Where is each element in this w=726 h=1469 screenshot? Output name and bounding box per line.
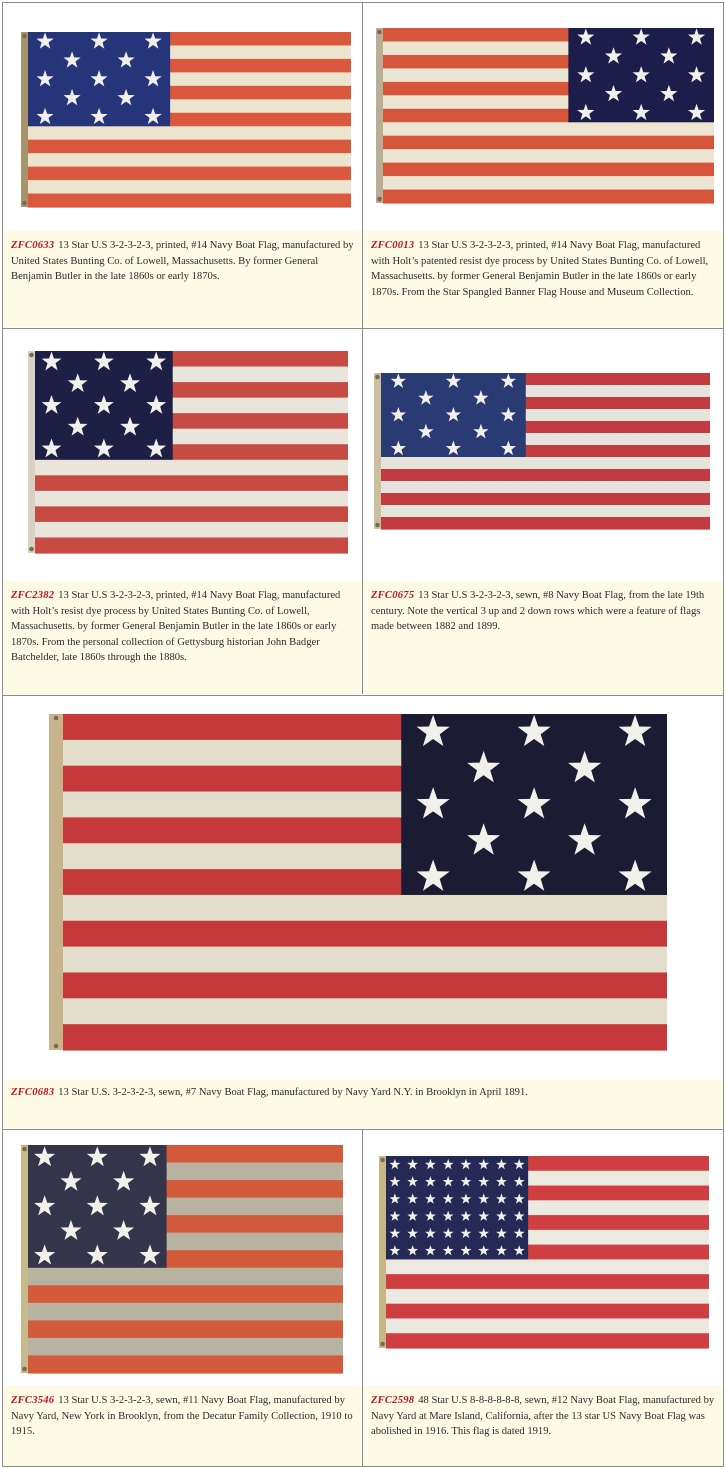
grommet [54, 716, 59, 721]
flag-image-cell [3, 3, 361, 231]
flag-canton [386, 1156, 528, 1259]
flag-stripe [63, 998, 667, 1024]
caption-text: 13 Star U.S 3-2-3-2-3, printed, #14 Navy Boat Flag, manufactured with Holt’s resist dye process by United States Bunting Co. of Lowell, Massachusetts. by former General Benjamin Butler in the late 1860s or early 1870s. From the personal collection of Gettysburg historian John Badger Batchelder, late 1860s through the 1880s. [11, 590, 341, 664]
caption-zfc2598 [363, 1386, 723, 1466]
flag-stripe [381, 493, 710, 506]
flag-stripe [381, 457, 710, 470]
grid-border-top [2, 2, 724, 3]
flag-image-cell [3, 696, 723, 1078]
flag-stripe [63, 1024, 667, 1050]
flag-hoist [21, 1145, 28, 1373]
flag-stripe [383, 122, 714, 136]
grommet [22, 34, 27, 39]
flag-stripe [383, 176, 714, 190]
catalog-code: ZFC0013 [371, 240, 415, 251]
caption-zfc0013 [363, 231, 723, 327]
grommet [380, 1158, 385, 1163]
flag-stripe [383, 149, 714, 163]
grid-border-right [723, 2, 724, 1467]
grid-divider-vertical [362, 2, 363, 694]
caption-zfc0675 [363, 581, 723, 694]
flag-stripe [381, 517, 710, 530]
grommet [375, 375, 380, 380]
grid-divider-horizontal [2, 328, 724, 329]
flag-stripe [63, 972, 667, 998]
flag-stripe [28, 140, 351, 154]
grommet [22, 1147, 27, 1152]
caption-zfc2382 [3, 581, 361, 694]
grommet [377, 30, 382, 35]
flag-stripe [386, 1259, 709, 1274]
flag-stripe [35, 506, 348, 522]
flag-stripe [383, 136, 714, 150]
grommet [22, 1367, 27, 1372]
catalog-code: ZFC0683 [11, 1087, 55, 1098]
flag-image-zfc0633 [21, 32, 351, 207]
catalog-code: ZFC3546 [11, 1395, 55, 1406]
flag-stripe [381, 505, 710, 518]
flag-hoist [376, 28, 383, 203]
flag-stripe [386, 1304, 709, 1319]
flag-stripe [28, 180, 351, 194]
flag-stripe [386, 1274, 709, 1289]
catalog-code: ZFC2382 [11, 590, 55, 601]
flag-stripe [383, 190, 714, 204]
caption-text: 13 Star U.S 3-2-3-2-3, printed, #14 Navy Boat Flag, manufactured by United States Bunting Co. of Lowell, Massachusetts. By former General Benjamin Butler in the late 1860s or early 1870s. [11, 240, 354, 283]
grommet [54, 1044, 59, 1049]
flag-hoist [379, 1156, 386, 1348]
flag-hoist [28, 351, 35, 553]
flag-stripe [63, 921, 667, 947]
flag-stripe [386, 1318, 709, 1333]
flag-stripe [28, 1303, 343, 1321]
grid-border-left [2, 2, 3, 1467]
flag-image-zfc2598 [379, 1156, 709, 1348]
caption-text: 48 Star U.S 8-8-8-8-8-8, sewn, #12 Navy Boat Flag, manufactured by Navy Yard at Mare Island, California, after the 13 star US Navy Boat Flag was abolished in 1916. This flag is dated 1919. [371, 1395, 715, 1438]
flag-image-zfc2382 [28, 351, 348, 553]
flag-hoist [21, 32, 28, 207]
flag-image-cell [363, 1130, 723, 1384]
flag-image-zfc0675 [374, 373, 710, 529]
flag-stripe [28, 153, 351, 167]
flag-stripe [35, 522, 348, 538]
flag-stripe [35, 460, 348, 476]
flag-stripe [28, 1338, 343, 1356]
flag-stripe [63, 895, 667, 921]
flag-stripe [35, 491, 348, 507]
grid-border-bottom [2, 1466, 724, 1467]
grommet [29, 353, 34, 358]
catalog-code: ZFC2598 [371, 1395, 415, 1406]
flag-image-cell [363, 3, 723, 231]
flag-stripe [28, 194, 351, 208]
grommet [380, 1342, 385, 1347]
flag-stripe [386, 1289, 709, 1304]
catalog-code: ZFC0633 [11, 240, 55, 251]
flag-stripe [383, 163, 714, 177]
flag-image-zfc0013 [376, 28, 714, 203]
caption-zfc3546 [3, 1386, 361, 1466]
flag-image-cell [3, 329, 361, 579]
grid-divider-vertical [362, 1129, 363, 1467]
grid-divider-horizontal [2, 695, 724, 696]
flag-hoist [49, 714, 63, 1050]
flag-stripe [35, 475, 348, 491]
grommet [29, 547, 34, 552]
flag-image-zfc0683 [49, 714, 667, 1050]
flag-stripe [381, 469, 710, 482]
caption-text: 13 Star U.S 3-2-3-2-3, sewn, #8 Navy Boat Flag, from the late 19th century. Note the vertical 3 up and 2 down rows which were a feature of flags made between 1882 and 1899. [371, 590, 705, 633]
flag-stripe [28, 1268, 343, 1286]
flag-image-cell [3, 1130, 361, 1384]
caption-text: 13 Star U.S. 3-2-3-2-3, sewn, #7 Navy Boat Flag, manufactured by Navy Yard N.Y. in Brooklyn in April 1891. [58, 1087, 528, 1098]
flag-stripe [28, 167, 351, 181]
flag-stripe [386, 1333, 709, 1348]
caption-text: 13 Star U.S 3-2-3-2-3, sewn, #11 Navy Boat Flag, manufactured by Navy Yard, New York in Brooklyn, from the Decatur Family Collection, 1910 to 1915. [11, 1395, 353, 1438]
caption-zfc0633 [3, 231, 361, 327]
caption-text: 13 Star U.S 3-2-3-2-3, printed, #14 Navy Boat Flag, manufactured with Holt’s patented resist dye process by United States Bunting Co. of Lowell, Massachusetts. by former General Benjamin Butler in the late 1860s or early 1870s. From the Star Spangled Banner Flag House and Museum Collection. [371, 240, 709, 298]
flag-hoist [374, 373, 381, 529]
grommet [375, 523, 380, 528]
flag-image-zfc3546 [21, 1145, 343, 1373]
flag-stripe [28, 1355, 343, 1373]
grommet [377, 197, 382, 202]
flag-stripe [28, 126, 351, 140]
grommet [22, 201, 27, 206]
flag-stripe [28, 1320, 343, 1338]
catalog-code: ZFC0675 [371, 590, 415, 601]
flag-stripe [28, 1285, 343, 1303]
flag-stripe [63, 947, 667, 973]
flag-stripe [381, 481, 710, 494]
flag-stripe [35, 537, 348, 553]
flag-image-cell [363, 329, 723, 579]
caption-zfc0683 [3, 1080, 723, 1128]
grid-divider-horizontal [2, 1129, 724, 1130]
